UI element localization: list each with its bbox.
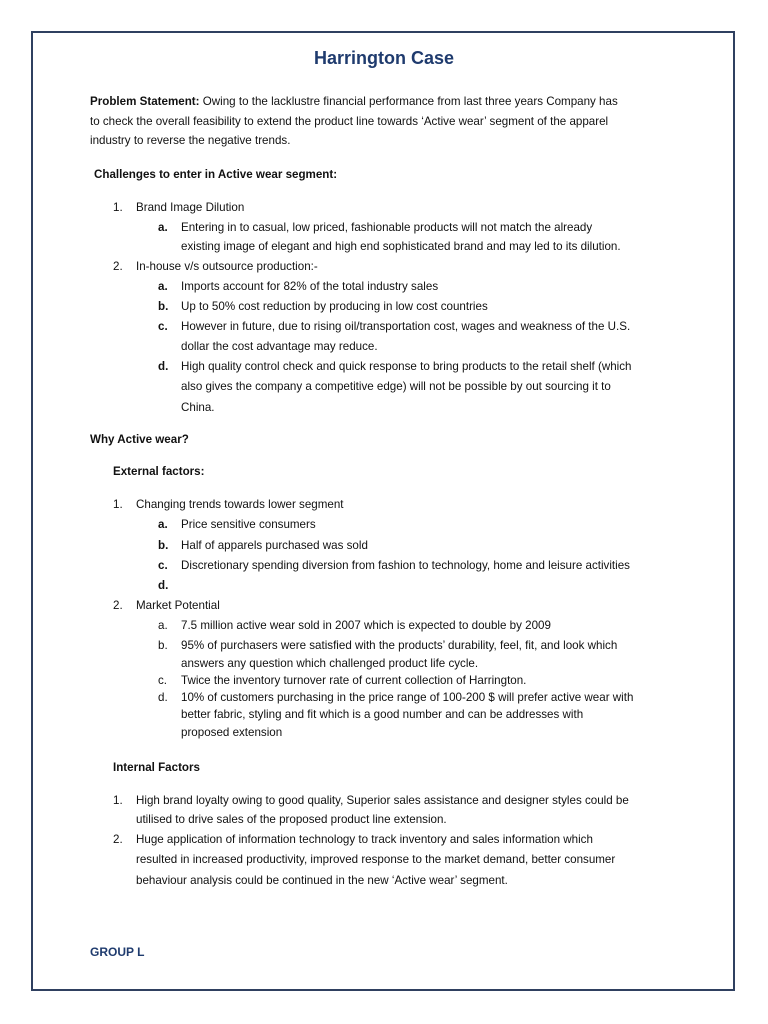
list-letter: c. (158, 320, 168, 333)
list-item: Price sensitive consumers (181, 518, 316, 531)
list-item: 10% of customers purchasing in the price range of 100-200 $ will prefer active wear with (181, 691, 634, 704)
list-item: Half of apparels purchased was sold (181, 539, 368, 552)
list-item: 95% of purchasers were satisfied with the products’ durability, feel, fit, and look which (181, 639, 618, 652)
list-number: 2. (113, 599, 123, 612)
list-item: also gives the company a competitive edge) will not be possible by out sourcing it to (181, 380, 611, 393)
list-item: Twice the inventory turnover rate of current collection of Harrington. (181, 674, 527, 687)
external-factors-heading: External factors: (113, 465, 205, 478)
list-letter: c. (158, 674, 168, 687)
problem-statement-line-2: to check the overall feasibility to extend the product line towards ‘Active wear’ segment of the apparel (90, 115, 609, 128)
list-item: proposed extension (181, 726, 283, 739)
list-item: Discretionary spending diversion from fashion to technology, home and leisure activities (181, 559, 630, 572)
list-letter: c. (158, 559, 168, 572)
list-item: dollar the cost advantage may reduce. (181, 340, 378, 353)
list-item: Market Potential (136, 599, 220, 612)
list-number: 1. (113, 498, 123, 511)
problem-statement-line-1 (90, 94, 618, 109)
list-letter: a. (158, 221, 168, 234)
list-item: Entering in to casual, low priced, fashionable products will not match the already (181, 221, 593, 234)
problem-statement-line-3: industry to reverse the negative trends. (90, 134, 291, 147)
list-number: 2. (113, 833, 123, 846)
list-number: 1. (113, 794, 123, 807)
problem-text: Owing to the lacklustre financial performance from last three years Company has (202, 95, 618, 108)
list-letter: d. (158, 691, 168, 704)
document-title: Harrington Case (313, 48, 455, 68)
list-item: answers any question which challenged product life cycle. (181, 657, 479, 670)
list-item: Brand Image Dilution (136, 201, 245, 214)
list-number: 1. (113, 201, 123, 214)
why-heading: Why Active wear? (90, 433, 189, 446)
list-item: better fabric, styling and fit which is a good number and can be addresses with (181, 708, 584, 721)
list-item: behaviour analysis could be continued in the new ‘Active wear’ segment. (136, 874, 508, 887)
list-item: However in future, due to rising oil/transportation cost, wages and weakness of the U.S. (181, 320, 631, 333)
list-letter: b. (158, 300, 169, 313)
list-letter: b. (158, 539, 169, 552)
list-letter: b. (158, 639, 168, 652)
list-number: 2. (113, 260, 123, 273)
list-item: utilised to drive sales of the proposed product line extension. (136, 813, 447, 826)
list-letter: d. (158, 579, 169, 592)
list-item: China. (181, 401, 215, 414)
list-letter: a. (158, 518, 168, 531)
list-item: resulted in increased productivity, improved response to the market demand, better consumer (136, 853, 616, 866)
list-item: Up to 50% cost reduction by producing in low cost countries (181, 300, 488, 313)
problem-statement-label: Problem Statement: (90, 95, 200, 108)
list-letter: a. (158, 619, 168, 632)
list-item: High brand loyalty owing to good quality, Superior sales assistance and designer styles could be (136, 794, 629, 807)
list-letter: a. (158, 280, 168, 293)
group-label: GROUP L (90, 945, 145, 959)
list-item: Imports account for 82% of the total industry sales (181, 280, 439, 293)
list-item: In-house v/s outsource production:- (136, 260, 318, 273)
list-item: High quality control check and quick response to bring products to the retail shelf (which (181, 360, 632, 373)
list-item: Changing trends towards lower segment (136, 498, 344, 511)
list-item: Huge application of information technology to track inventory and sales information which (136, 833, 593, 846)
list-letter: d. (158, 360, 169, 373)
internal-factors-heading: Internal Factors (113, 761, 200, 774)
list-item: 7.5 million active wear sold in 2007 which is expected to double by 2009 (181, 619, 551, 632)
list-item: existing image of elegant and high end sophisticated brand and may led to its dilution. (181, 240, 621, 253)
challenges-heading: Challenges to enter in Active wear segment: (94, 168, 338, 181)
